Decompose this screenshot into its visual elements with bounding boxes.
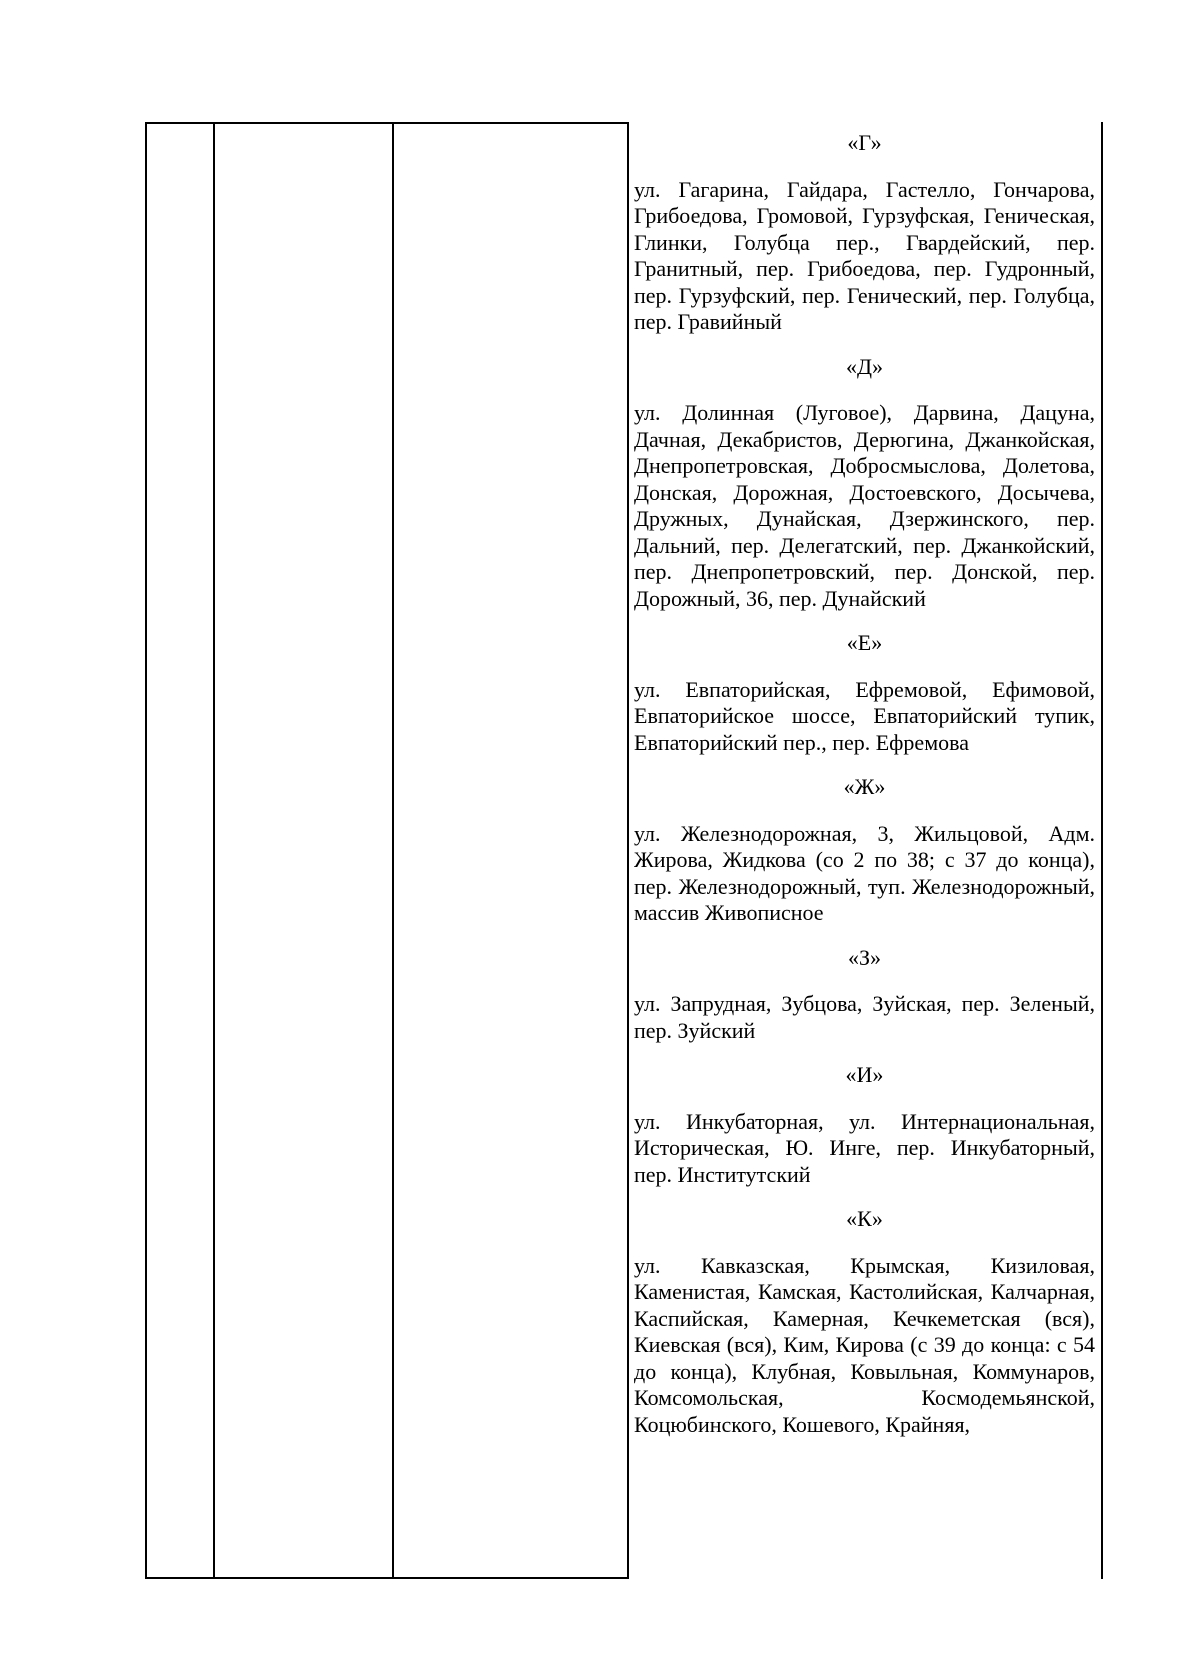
table-column-border-3 — [392, 122, 394, 1579]
table-bottom-border — [145, 1577, 629, 1579]
street-list: ул. Железнодорожная, 3, Жильцовой, Адм. Жирова, Жидкова (со 2 по 38; с 37 до конца), пер. Железнодорожный, туп. Железнодорожный, массив Живописное — [634, 820, 1095, 925]
section-d — [634, 354, 1095, 613]
street-list-column — [634, 130, 1095, 1438]
street-list: ул. Кавказская, Крымская, Кизиловая, Каменистая, Камская, Кастолийская, Калчарная, Каспийская, Камерная, Кечкеметская (вся), Киевская (вся), Ким, Кирова (с 39 до конца: с 54 до конца), Клубная, Ковыльная, Коммунаров, Комсомольская, Космодемьянской, Коцюбинского, Кошевого, Крайняя, — [634, 1252, 1095, 1437]
letter-heading: «К» — [846, 1206, 883, 1231]
section-i — [634, 1062, 1095, 1188]
letter-heading: «Ж» — [843, 774, 886, 799]
table-column-border-5 — [1101, 122, 1103, 1579]
street-list: ул. Гагарина, Гайдара, Гастелло, Гончарова, Грибоедова, Громовой, Гурзуфская, Геническая, Глинки, Голубца пер., Гвардейский, пер. Гранитный, пер. Грибоедова, пер. Гудронный, пер. Гурзуфский, пер. Генический, пер. Голубца, пер. Гравийный — [634, 176, 1095, 334]
section-e — [634, 630, 1095, 756]
table-column-border-2 — [213, 122, 215, 1579]
table-top-border — [145, 122, 629, 124]
letter-heading: «З» — [847, 944, 882, 970]
table-column-border-4 — [627, 122, 629, 1579]
section-z — [634, 945, 1095, 1045]
street-list: ул. Инкубаторная, ул. Интернациональная, Историческая, Ю. Инге, пер. Инкубаторный, пер. Институтский — [634, 1108, 1095, 1187]
section-g — [634, 130, 1095, 336]
letter-heading: «Д» — [845, 353, 883, 379]
section-k — [634, 1206, 1095, 1438]
letter-heading: «Е» — [846, 630, 883, 655]
street-list: ул. Евпаторийская, Ефремовой, Ефимовой, Евпаторийское шоссе, Евпаторийский тупик, Евпаторийский пер., пер. Ефремова — [634, 676, 1095, 755]
letter-heading: «Г» — [847, 130, 882, 155]
table-column-border-1 — [145, 122, 147, 1579]
street-list: ул. Запрудная, Зубцова, Зуйская, пер. Зеленый, пер. Зуйский — [634, 991, 1095, 1043]
street-list: ул. Долинная (Луговое), Дарвина, Дацуна, Дачная, Декабристов, Дерюгина, Джанкойская, Днепропетровская, Добросмыслова, Долетова, Донская, Дорожная, Достоевского, Досычева, Дружных, Дунайская, Дзержинского, пер. Дальний, пер. Делегатский, пер. Джанкойский, пер. Днепропетровский, пер. Донской, пер. Дорожный, 36, пер. Дунайский — [634, 400, 1095, 611]
section-zh — [634, 774, 1095, 927]
letter-heading: «И» — [845, 1062, 884, 1087]
